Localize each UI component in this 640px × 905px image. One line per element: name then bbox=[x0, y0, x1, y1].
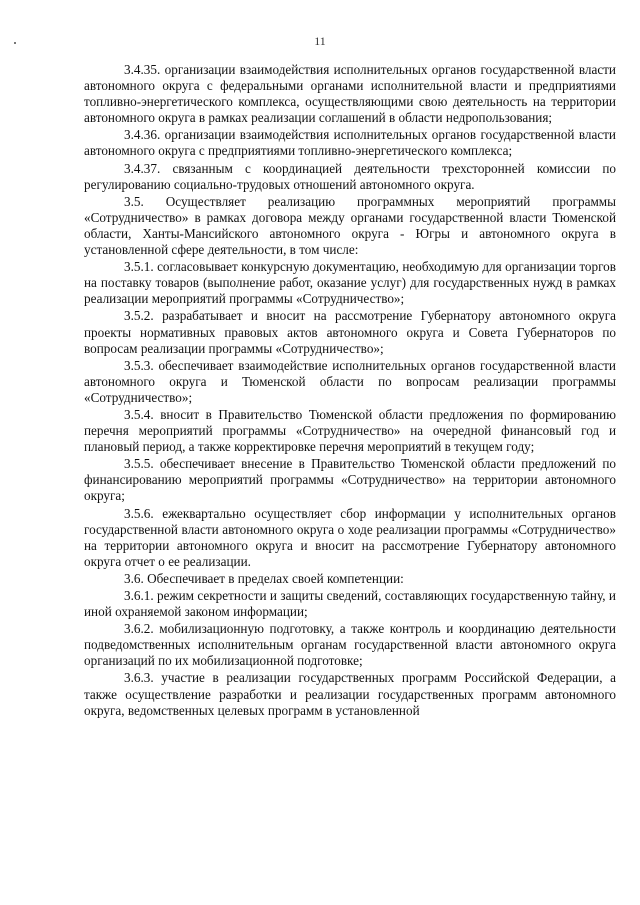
paragraph-3-4-36: 3.4.36. организации взаимодействия исполнительных органов государственной власти автономного округа с предприятиями топливно-энергетического комплекса; bbox=[84, 127, 616, 159]
paragraph-3-4-37: 3.4.37. связанным с координацией деятельности трехсторонней комиссии по регулированию социально-трудовых отношений автономного округа. bbox=[84, 160, 616, 192]
paragraph-3-5-6: 3.5.6. ежеквартально осуществляет сбор информации у исполнительных органов государственной власти автономного округа о ходе реализации программы «Сотрудничество» на территории автономного округа и вносит на рассмотрение Губернатору автономного округа отчет о ее реализации. bbox=[84, 505, 616, 569]
paragraph-3-6: 3.6. Обеспечивает в пределах своей компетенции: bbox=[124, 570, 404, 586]
paragraph-3-5-2: 3.5.2. разрабатывает и вносит на рассмотрение Губернатору автономного округа проекты нормативных правовых актов автономного округа и Совета Губернаторов по вопросам реализации программы «Сотрудничество»; bbox=[84, 308, 616, 356]
paragraph-3-5: 3.5. Осуществляет реализацию программных мероприятий программы «Сотрудничество» в рамках договора между органами государственной власти Тюменской области, Ханты-Мансийского автономного округа - Югры и автономного округа в установленной сфере деятельности, в том числе: bbox=[84, 193, 616, 258]
paragraph-3-4-35: 3.4.35. организации взаимодействия исполнительных органов государственной власти автономного округа с федеральными органами исполнительной власти и предприятиями топливно-энергетического комплекса, осуществляющими свою деятельность на территории автономного округа в рамках реализации соглашений в области недропользования; bbox=[84, 62, 616, 126]
body-text bbox=[84, 62, 616, 720]
paragraph-3-6-2: 3.6.2. мобилизационную подготовку, а также контроль и координацию деятельности подведомственных исполнительным органам государственной власти автономного округа организаций по их мобилизационной подготовке; bbox=[84, 621, 616, 669]
paragraph-3-6-3: 3.6.3. участие в реализации государственных программ Российской Федерации, а также осуществление разработки и реализации государственных программ автономного округа, ведомственных целевых программ в установленной bbox=[84, 670, 616, 718]
page-number: 11 bbox=[314, 34, 326, 48]
paragraph-3-6-1: 3.6.1. режим секретности и защиты сведений, составляющих государственную тайну, и иной охраняемой законом информации; bbox=[84, 588, 616, 620]
paragraph-3-5-1: 3.5.1. согласовывает конкурсную документацию, необходимую для организации торгов на поставку товаров (выполнение работ, оказание услуг) для государственных нужд в рамках реализации мероприятий программы «Сотрудничество»; bbox=[84, 259, 616, 307]
paragraph-3-5-3: 3.5.3. обеспечивает взаимодействие исполнительных органов государственной власти автономного округа и Тюменской области по вопросам реализации программы «Сотрудничество»; bbox=[84, 357, 616, 405]
paragraph-3-5-4: 3.5.4. вносит в Правительство Тюменской области предложения по формированию перечня мероприятий программы «Сотрудничество» на очередной финансовый год и плановый период, а также корректировке перечня мероприятий в текущем году; bbox=[84, 406, 616, 455]
paragraph-3-5-5: 3.5.5. обеспечивает внесение в Правительство Тюменской области предложений по финансированию мероприятий программы «Сотрудничество» на территории автономного округа; bbox=[84, 456, 616, 504]
